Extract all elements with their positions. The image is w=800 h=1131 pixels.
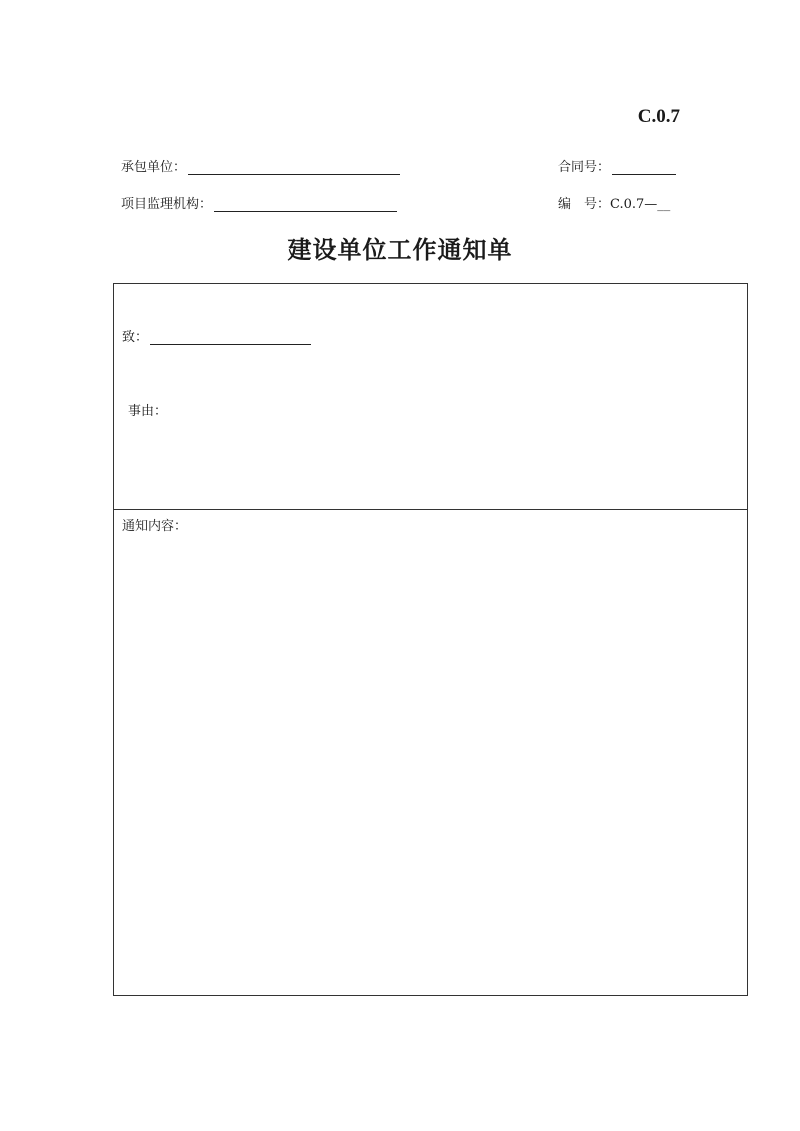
- to-field: [122, 326, 311, 345]
- serial-field: [558, 193, 670, 212]
- document-title: 建设单位工作通知单: [287, 236, 513, 264]
- contract-no-field: [558, 156, 676, 175]
- contractor-label: 承包单位：: [121, 160, 187, 175]
- subject-field: [128, 400, 167, 419]
- supervisor-label: 项目监理机构：: [121, 197, 213, 212]
- contract-no-input-line[interactable]: [612, 160, 676, 175]
- notice-form-table: [113, 283, 748, 996]
- form-code: C.0.7: [637, 106, 680, 127]
- section-divider: [114, 509, 747, 510]
- content-label: 通知内容：: [122, 519, 188, 534]
- content-field: [122, 515, 187, 534]
- supervisor-input-line[interactable]: [214, 197, 397, 212]
- serial-label: 编 号：C.0.7—__: [558, 197, 671, 212]
- contractor-input-line[interactable]: [188, 160, 400, 175]
- to-label: 致：: [122, 330, 149, 345]
- supervisor-field: [121, 193, 397, 212]
- to-input-line[interactable]: [150, 330, 311, 345]
- contractor-field: [121, 156, 400, 175]
- contract-no-label: 合同号：: [558, 160, 611, 175]
- subject-label: 事由：: [128, 404, 168, 419]
